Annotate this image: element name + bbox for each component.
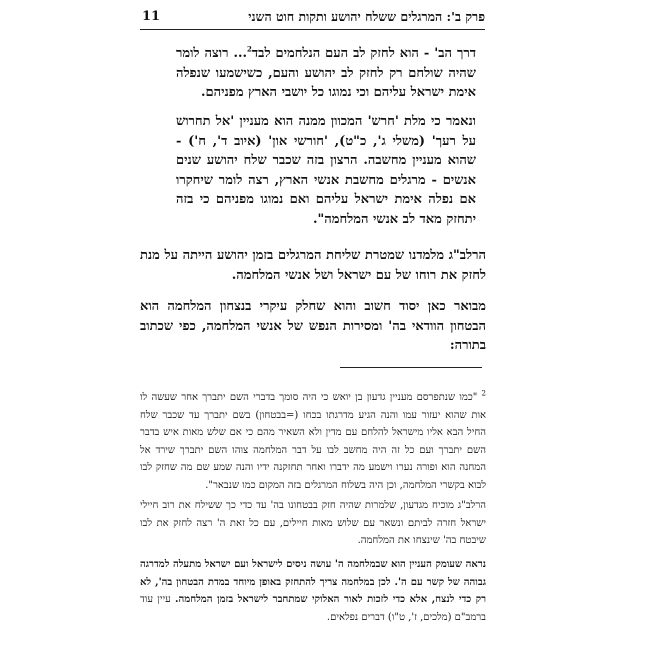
footnote-3-tail: עיין עוד ברמב"ם (מלכים, ז', ט"ו) דברים נפלאים. [140,594,486,623]
quote-text-start: דרך הב' - הוא לחזק לב העם הנלחמים לבד [251,46,476,61]
quote-text-end: ... רוצה לומר שהיה שולחם רק לחזק לב יהושע והעם, כשישמעו שנפלה אימת ישראל עליהם וכי נמוגו כל יושבי הארץ מפניהם. [176,46,476,100]
body-paragraph-1: הרלב"ג מלמדנו שמטרת שליחת המרגלים בזמן יהושע הייתה על מנת לחזק את רוחו של עם ישראל ושל אנשי המלחמה. [140,248,486,283]
footnote-1 [140,389,486,495]
footnote-divider [340,367,482,368]
footnote-3 [140,556,486,626]
quote-paragraph-2: ונאמר כי מלת 'חרש' המכוון ממנה הוא מעניין 'אל תחרוש על רעך' (משלי ג', כ"ט), 'חורשי און' (איוב ד', ח') - שהוא מעניין מחשבה. הרצון בזה שכבר שלח יהושע שנים אנשים - מרגלים מחשבת אנשי הארץ, רצה לומר שיחקרו אם נפלה אימת ישראל עליהם ואם נמוגו מפניהם כי בזה יתחזק מאד לב אנשי המלחמה". [176,114,476,227]
footnote-number: 2 [481,389,487,398]
body-paragraph-2: מבואר כאן יסוד חשוב והוא שחלק עיקרי בנצחון המלחמה הוא הבטחון הוודאי בה' ומסירות הנפש של אנשי המלחמה, כפי שכתוב בתורה: [140,299,486,353]
quote-paragraph-1 [176,44,476,103]
footnote-2: הרלב"ג מוכיח מגדעון, שלמרות שהיה חזק בבטחונו בה' עד כדי כך ששילח את רוב חיילי ישראל חזרה לביתם ונשאר עם שלוש מאות חיילים, עם כל זאת ה' רצה לחזק את לבו שיבטח בה' שינצחו את המלחמה. [140,500,486,547]
footnote-ref-2: 2 [247,44,252,54]
footnote-1-text: "כמו שנתפרסם מעניין גדעון בן יואש כי היה סומך בדברי השם יתברך אחר שעשה לו אות שהוא יעזור עמו והנה הגיע מדרגתו בכחו (=בבטחון) בשם יתברך עד שכבר שלח החיל הבא אליו מישראל להלחם עם מדין ולא השאיר מהם כי אם שלש מאות איש בדבר השם יתברך ועם כל זה היה מחשב לבו על דבר המלחמה צוהו השם יתברך שירד אל המחנה הוא ופורה נערו וישמע מה ידברו ואחר תחזקנה ידיו והנה שמע שם מה שחזק לבו לבוא בקשרי המלחמה, וכן היה בשלוח המרגלים בזה המקום כמו שנבאר". [140,392,486,491]
running-header [140,7,485,30]
page-number: 11 [142,9,161,24]
footnote-3-bold-text: נראה שעומק העניין הוא שבמלחמה ה' עושה ניסים לישראל ועם ישראל מתעלה למדרגה גבוהה של קשר עם ה'. לכן במלחמה צריך להתחזק באופן מיוחד במדת הבטחון בה', לא רק כדי לנצח, אלא כדי לזכות לאור האלוקי שמתחבר לישראל בזמן המלחמה. [140,559,486,606]
chapter-title: פרק ב': המרגלים ששלח יהושע ותקות חוט השני [248,9,485,24]
